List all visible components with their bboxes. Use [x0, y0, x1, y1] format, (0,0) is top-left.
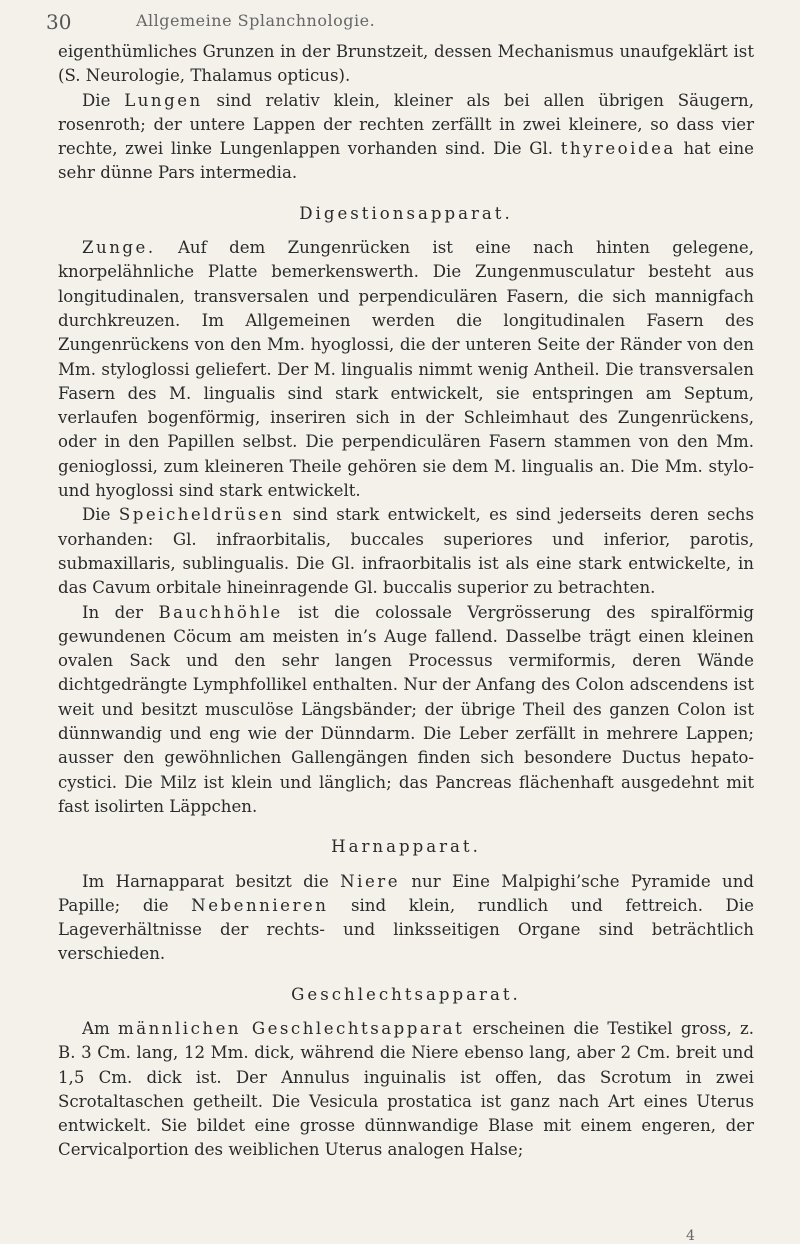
page-number: 30 — [46, 10, 72, 34]
paragraph-urinary — [58, 870, 754, 967]
paragraph-salivary — [58, 503, 754, 600]
heading-digestion: Digestionsapparat. — [299, 203, 513, 223]
abdomen-pre: In der — [82, 602, 144, 622]
paragraph-abdomen — [58, 601, 754, 820]
abdomen-text: ist die colossale Vergrösserung des spiralförmig gewundenen Cöcum am meisten in’s Auge fallend. Dasselbe trägt einen kleinen ovalen Sack und den sehr langen Processus vermiformis, deren Wände dichtgedrängte Lymphfollikel enthalten. Nur der Anfang des Colon adscendens ist weit und besitzt musculöse Längsbänder; der übrige Theil des ganzen Colon ist dünnwandig und eng wie der Dünndarm. Die Leber zerfällt in mehrere Lappen; ausser den gewöhnlichen Gallengängen finden sich besondere Ductus hepato-cystici. Die Milz ist klein und länglich; das Pancreas flächenhaft ausgedehnt mit fast isolirten Läppchen. — [58, 602, 754, 816]
urinary-text: nur Eine Malpighi’sche Pyramide und Papille; die — [58, 871, 754, 915]
paragraph-lungs — [58, 89, 754, 186]
heading-genital: Geschlechtsapparat. — [291, 984, 521, 1004]
running-head: Allgemeine Splanchnologie. — [136, 11, 376, 30]
urinary-text-end: sind klein, rundlich und fettreich. Die Lageverhältnisse der rechts- und linksseitigen Organe sind beträchtlich verschieden. — [58, 895, 754, 964]
tongue-text: Auf dem Zungenrücken ist eine nach hinten gelegene, knorpelähnliche Platte bemerkenswerth. Die Zungenmusculatur besteht aus longitudinalen, transversalen und perpendiculären Fasern, die sich mannigfach durchkreuzen. Im Allgemeinen werden die longitudinalen Fasern des Zungenrückens von den Mm. hyoglossi, die der unteren Seite der Ränder von den Mm. styloglossi geliefert. Der M. lingualis nimmt wenig Antheil. Die transversalen Fasern des M. lingualis sind stark entwickelt, sie entspringen am Septum, verlaufen bogenförmig, inseriren sich in der Schleimhaut des Zungenrückens, oder in den Papillen selbst. Die perpendiculären Fasern stammen von den Mm. genioglossi, zum kleineren Theile gehören sie dem M. lingualis an. Die Mm. stylo- und hyoglossi sind stark entwickelt. — [58, 238, 754, 501]
term-abdomen: Bauchhöhle — [158, 602, 283, 622]
salivary-text: sind stark entwickelt, es sind jederseits deren sechs vorhanden: Gl. infraorbitalis, buccales superiores und inferior, parotis, submaxillaris, sublingualis. Die Gl. infraorbitalis ist als eine stark entwickelte, in das Cavum orbitale hineinragende Gl. buccalis superior zu betrachten. — [58, 505, 755, 598]
term-tongue: Zunge. — [82, 238, 156, 258]
term-adrenal: Nebennieren — [191, 895, 329, 915]
genital-pre: Am — [82, 1018, 110, 1038]
signature-mark: 4 — [686, 1228, 695, 1244]
term-male-genital: männlichen Geschlechtsapparat — [117, 1018, 465, 1038]
term-kidney: Niere — [340, 871, 401, 891]
paragraph-genital — [58, 1017, 754, 1163]
heading-urinary: Harnapparat. — [331, 837, 481, 857]
term-thyreoidea: thyreoidea — [560, 139, 676, 159]
salivary-pre: Die — [82, 505, 111, 525]
paragraph-tongue — [58, 236, 754, 503]
paragraph-intro-text: eigenthümliches Grunzen in der Brunstzeit, dessen Mechanismus unaufgeklärt ist (S. Neurologie, Thalamus opticus). — [58, 42, 754, 86]
lungs-text: sind relativ klein, kleiner als bei allen übrigen Säugern, rosenroth; der untere Lappen der rechten zerfällt in zwei kleinere, so dass vier rechte, zwei linke Lungenlappen vorhanden sind. Die Gl. — [58, 90, 754, 159]
lungs-pre: Die — [82, 90, 111, 110]
paragraph-intro — [58, 40, 754, 89]
term-lungs: Lungen — [124, 90, 203, 110]
page-header — [46, 2, 756, 32]
urinary-pre: Im Harnapparat besitzt die — [82, 871, 329, 891]
term-salivary: Speicheldrüsen — [118, 505, 285, 525]
genital-text: erscheinen die Testikel gross, z. B. 3 Cm. lang, 12 Mm. dick, während die Niere ebenso lang, aber 2 Cm. breit und 1,5 Cm. dick ist. Der Annulus inguinalis ist offen, das Scrotum in zwei Scrotaltaschen getheilt. Die Vesicula prostatica ist ganz nach Art eines Uterus entwickelt. Sie bildet eine grosse dünnwandige Blase mit einem engeren, der Cervicalportion des weiblichen Uterus analogen Halse; — [58, 1018, 754, 1160]
lungs-text-end: hat eine sehr dünne Pars intermedia. — [58, 139, 754, 183]
body-text — [58, 40, 754, 1163]
